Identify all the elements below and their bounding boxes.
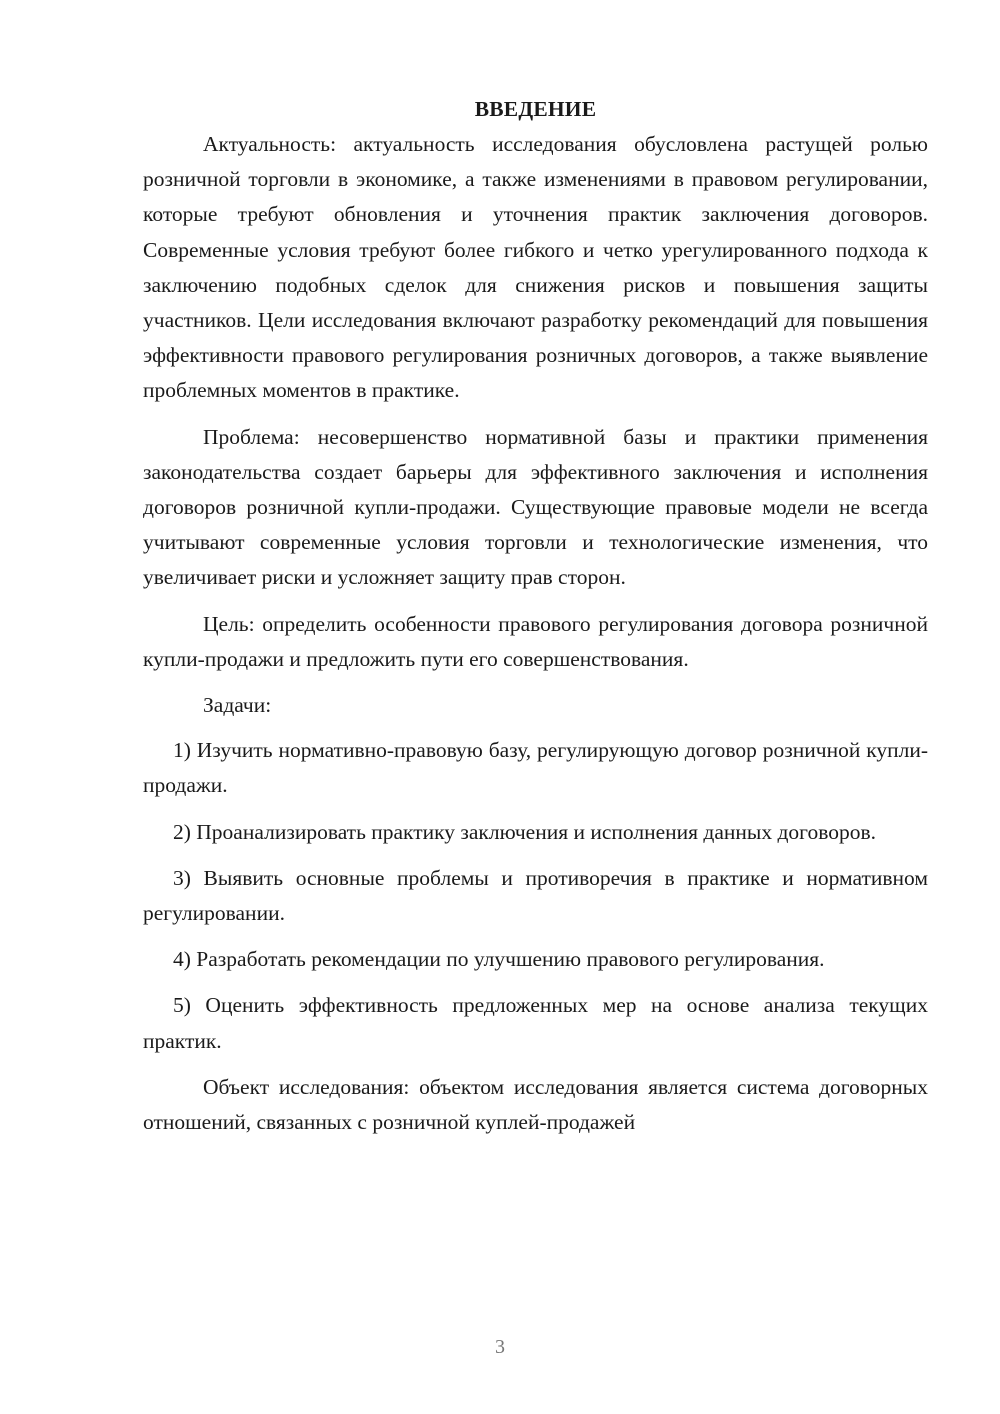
- paragraph-object: Объект исследования: объектом исследования является система договорных отношений, связанных с розничной куплей-продажей: [143, 1074, 928, 1135]
- task-item-2: 2) Проанализировать практику заключения и исполнения данных договоров.: [173, 819, 876, 844]
- paragraph-problem: Проблема: несовершенство нормативной базы и практики применения законодательства создает барьеры для эффективного заключения и исполнения договоров розничной купли-продажи. Существующие правовые модели не всегда учитывают современные условия торговли и технологические изменения, что увеличивает риски и усложняет защиту прав сторон.: [143, 424, 928, 590]
- section-heading: ВВЕДЕНИЕ: [474, 97, 597, 121]
- task-item-5: 5) Оценить эффективность предложенных мер на основе анализа текущих практик.: [143, 993, 928, 1053]
- paragraph-goal: Цель: определить особенности правового регулирования договора розничной купли-продажи и предложить пути его совершенствования.: [143, 611, 928, 671]
- paragraph-tasks-label: Задачи:: [203, 693, 272, 718]
- document-body: [143, 92, 928, 1151]
- page-number: 3: [495, 1336, 505, 1358]
- task-item-1: 1) Изучить нормативно-правовую базу, регулирующую договор розничной купли-продажи.: [143, 738, 928, 798]
- task-item-3: 3) Выявить основные проблемы и противоречия в практике и нормативном регулировании.: [143, 865, 928, 926]
- paragraph-relevance: Актуальность: актуальность исследования обусловлена растущей ролью розничной торговли в экономике, а также изменениями в правовом регулировании, которые требуют обновления и уточнения практик заключения договоров. Современные условия требуют более гибкого и четко урегулированного подхода к заключению подобных сделок для снижения рисков и повышения защиты участников. Цели исследования включают разработку рекомендаций для повышения эффективности правового регулирования розничных договоров, а также выявление проблемных моментов в практике.: [143, 132, 928, 403]
- task-item-4: 4) Разработать рекомендации по улучшению правового регулирования.: [173, 947, 825, 972]
